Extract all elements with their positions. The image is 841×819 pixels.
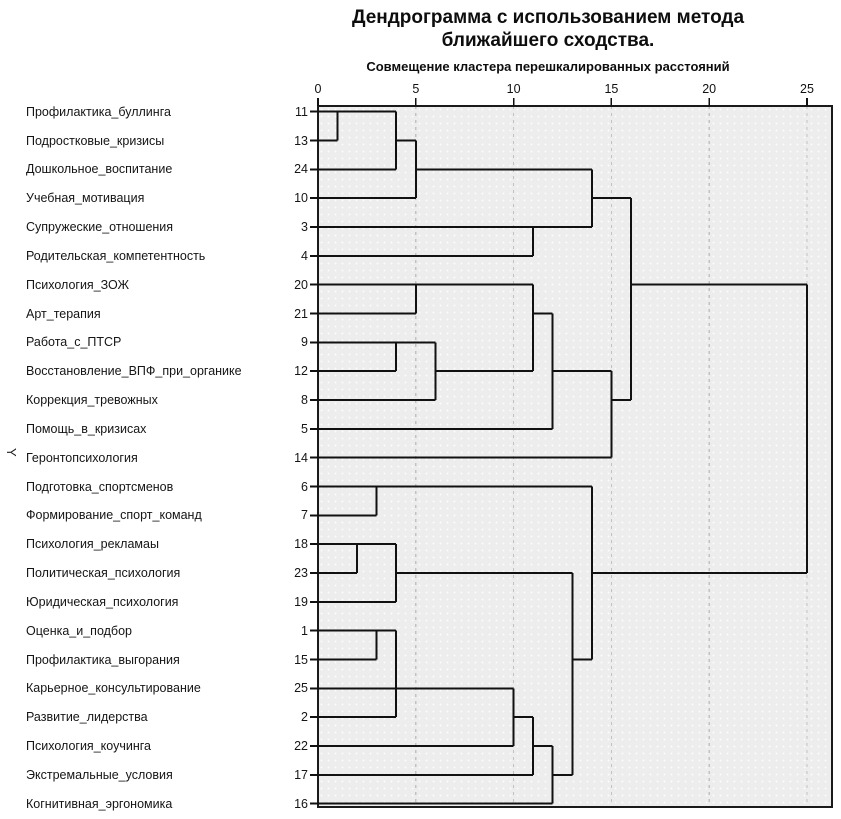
leaf-label-2: Развитие_лидерства [26,710,148,725]
case-number-9: 9 [301,335,308,350]
leaf-label-8: Коррекция_тревожных [26,393,158,408]
case-number-2: 2 [301,710,308,725]
leaf-label-21: Арт_терапия [26,306,101,321]
leaf-label-23: Политическая_психология [26,566,181,581]
case-number-7: 7 [301,508,308,523]
leaf-label-1: Оценка_и_подбор [26,623,132,638]
case-number-16: 16 [294,796,308,811]
x-axis-title: Совмещение кластера перешкалированных расстояний [366,59,730,74]
case-number-6: 6 [301,479,308,494]
x-tick-label-25: 25 [800,82,814,96]
case-number-5: 5 [301,421,308,436]
leaf-label-25: Карьерное_консультирование [26,681,201,696]
case-number-4: 4 [301,248,308,263]
plot-frame [318,106,832,807]
case-number-1: 1 [301,623,308,638]
leaf-label-20: Психология_ЗОЖ [26,277,130,292]
case-number-23: 23 [294,566,308,581]
leaf-label-24: Дошкольное_воспитание [26,162,173,177]
leaf-label-10: Учебная_мотивация [26,191,145,206]
case-number-3: 3 [301,220,308,235]
x-tick-label-5: 5 [412,82,420,96]
leaf-label-13: Подростковые_кризисы [26,133,165,148]
case-number-22: 22 [294,739,308,754]
leaf-label-11: Профилактика_буллинга [26,104,171,119]
case-number-13: 13 [294,133,308,148]
case-number-8: 8 [301,393,308,408]
case-number-17: 17 [294,767,308,782]
chart-title-line1: Дендрограмма с использованием метода [351,7,745,28]
leaf-label-19: Юридическая_психология [26,594,179,609]
leaf-label-16: Когнитивная_эргономика [26,796,173,811]
leaf-label-7: Формирование_спорт_команд [26,508,202,523]
case-number-18: 18 [294,537,308,552]
leaf-label-4: Родительская_компетентность [26,248,206,263]
case-number-12: 12 [294,364,308,379]
leaf-label-14: Геронтопсихология [26,450,138,465]
leaf-label-5: Помощь_в_кризисах [26,421,147,436]
chart-title-line2: ближайшего сходства. [441,30,655,51]
case-number-11: 11 [295,104,308,119]
leaf-label-22: Психология_коучинга [26,739,151,754]
case-number-10: 10 [294,191,308,206]
leaf-label-15: Профилактика_выгорания [26,652,180,667]
x-tick-label-10: 10 [506,82,521,96]
leaf-label-18: Психология_рекламаы [26,537,159,552]
case-number-24: 24 [294,162,308,177]
leaf-label-17: Экстремальные_условия [26,767,173,782]
y-axis-label: Y [4,448,19,457]
leaf-label-6: Подготовка_спортсменов [26,479,174,494]
leaf-label-12: Восстановление_ВПФ_при_органике [26,364,242,379]
leaf-label-3: Супружеские_отношения [26,220,174,235]
case-number-15: 15 [294,652,308,667]
case-number-25: 25 [294,681,308,696]
case-number-20: 20 [294,277,308,292]
leaf-label-9: Работа_с_ПТСР [26,335,122,350]
x-tick-label-20: 20 [702,82,717,96]
x-tick-label-15: 15 [604,82,619,96]
x-tick-label-0: 0 [314,82,322,96]
case-number-19: 19 [294,594,308,609]
case-number-14: 14 [294,450,308,465]
case-number-21: 21 [294,306,308,321]
